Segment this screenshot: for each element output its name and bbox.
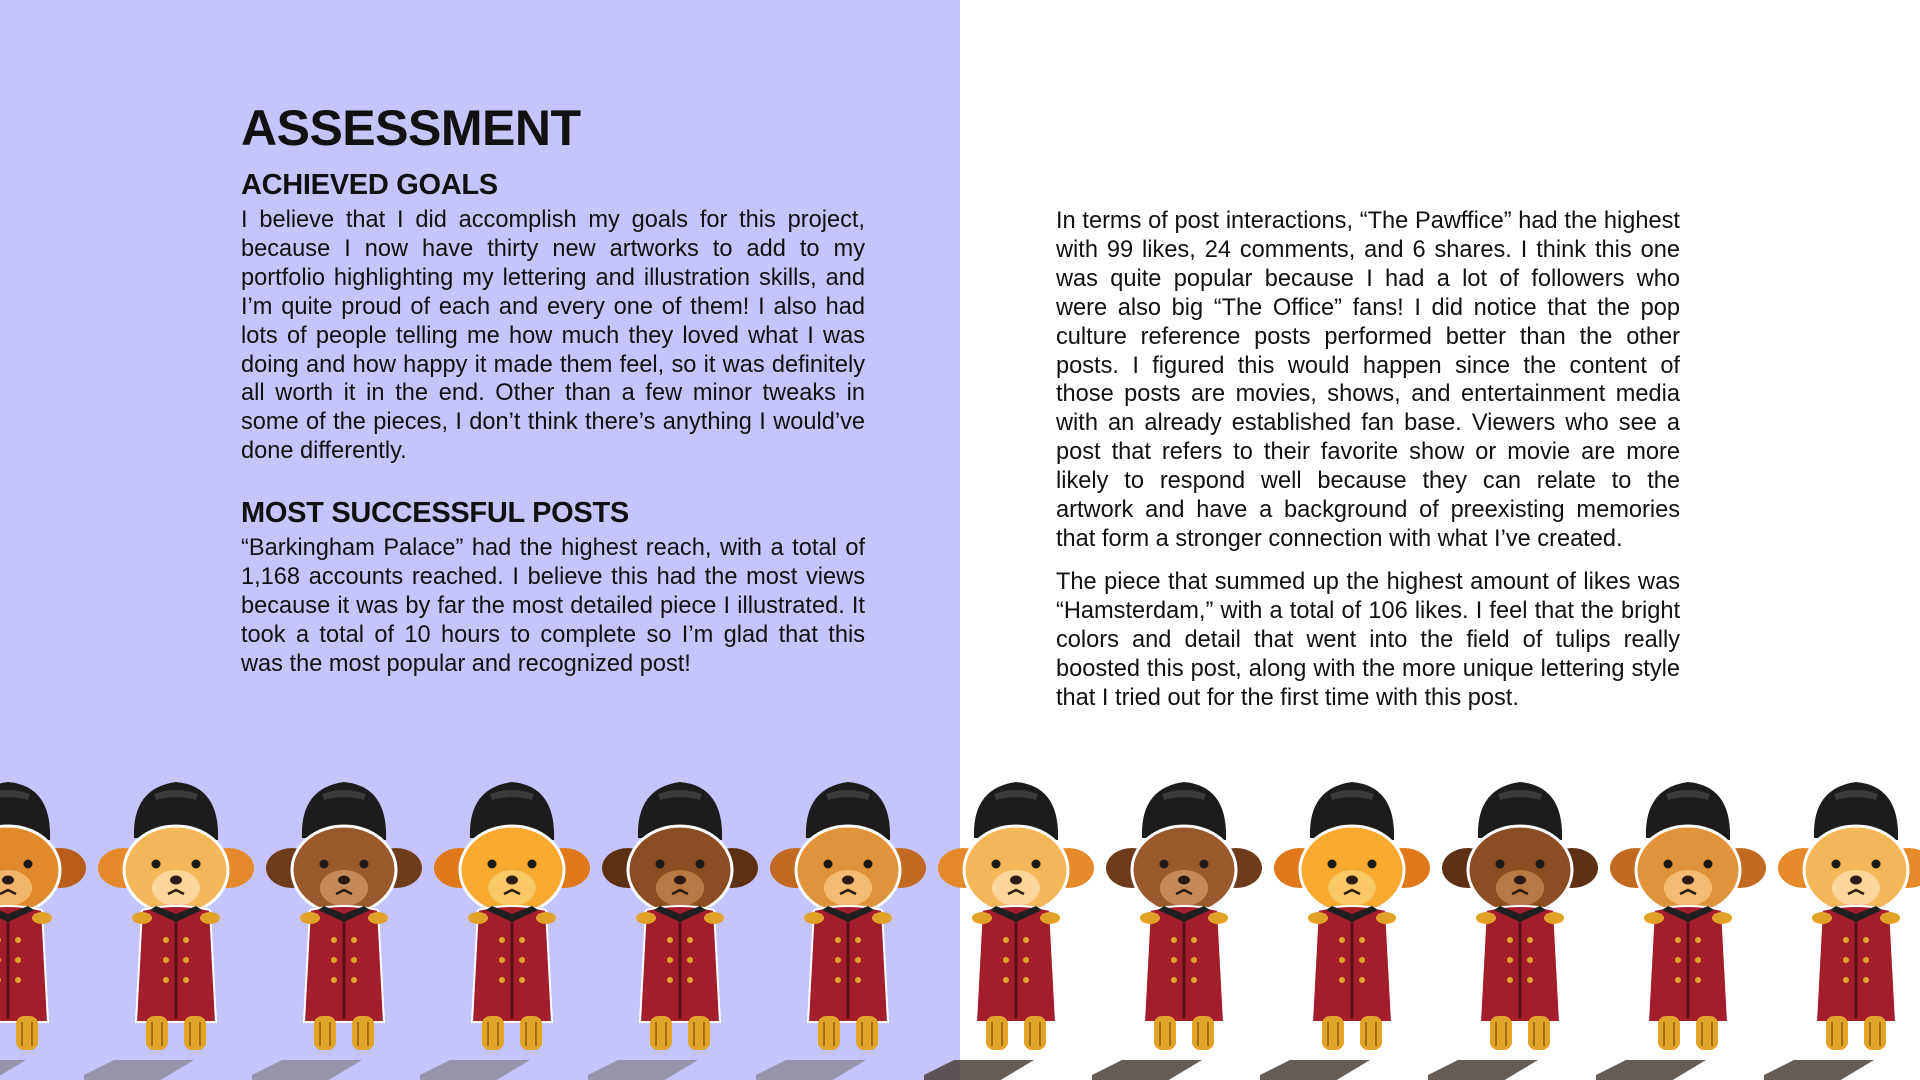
most-successful-text: “Barkingham Palace” had the highest reach, with a total of 1,168 accounts reached. I believe this had the most views because it was by far the most detailed piece I illustrated. It took a total of 10 hours to complete so I’m glad that this was the most popular and recognized post!	[241, 535, 865, 677]
guard-dog-figure	[1428, 760, 1608, 1080]
most-successful-heading: MOST SUCCESSFUL POSTS	[241, 497, 629, 530]
guard-dog-figure	[924, 760, 1104, 1080]
guard-dog-figure	[0, 760, 96, 1080]
guard-dog-figure	[1596, 760, 1776, 1080]
achieved-goals-heading: ACHIEVED GOALS	[241, 169, 498, 201]
royal-guard-dogs-illustration	[0, 760, 1920, 1080]
guard-dog-figure	[1764, 760, 1920, 1080]
guard-dog-figure	[1092, 760, 1272, 1080]
guard-dog-figure	[420, 760, 600, 1080]
page-title: ASSESSMENT	[241, 100, 581, 156]
right-paragraph-1: In terms of post interactions, “The Pawffice” had the highest with 99 likes, 24 comments, and 6 shares. I think this one was quite popular because I had a lot of followers who were also big “The Office” fans! I did notice that the pop culture reference posts performed better than the other posts. I figured this would happen since the content of those posts are movies, shows, and entertainment media with an already established fan base. Viewers who see a post that refers to their favorite show or movie are more likely to respond well because they can relate to the artwork and have a background of preexisting memories that form a stronger connection with what I’ve created.	[1056, 208, 1680, 552]
guard-dog-figure	[84, 760, 264, 1080]
left-column	[241, 100, 865, 679]
guard-dog-figure	[588, 760, 768, 1080]
right-column	[1056, 207, 1680, 712]
guard-dog-figure	[1260, 760, 1440, 1080]
guard-dog-figure	[756, 760, 936, 1080]
guard-dog-figure	[252, 760, 432, 1080]
achieved-goals-text: I believe that I did accomplish my goals for this project, because I now have thirty new artworks to add to my portfolio highlighting my lettering and illustration skills, and I’m quite proud of each and every one of them! I also had lots of people telling me how much they loved what I was doing and how happy it made them feel, so it was definitely all worth it in the end. Other than a few minor tweaks in some of the pieces, I don’t think there’s anything I would’ve done differently.	[241, 207, 865, 465]
right-paragraph-2: The piece that summed up the highest amount of likes was “Hamsterdam,” with a total of 106 likes. I feel that the bright colors and detail that went into the field of tulips really boosted this post, along with the more unique lettering style that I tried out for the first time with this post.	[1056, 568, 1680, 711]
